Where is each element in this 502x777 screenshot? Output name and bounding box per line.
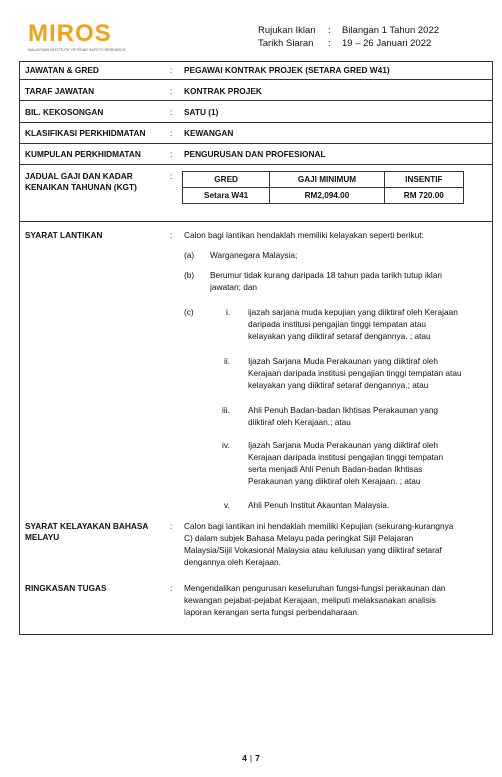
date-colon: : xyxy=(328,38,331,49)
ref-colon: : xyxy=(328,25,331,36)
miros-logo xyxy=(28,22,138,56)
salary-cell-gaji: RM2,094.00 xyxy=(270,188,384,204)
syarat-c-ii-num: ii. xyxy=(224,356,230,366)
tugas-line: kewangan pejabat-pejabat Kerajaan, meliputi melaksanakan analisis xyxy=(184,595,436,605)
page-total: 7 xyxy=(255,753,260,763)
colon: : xyxy=(170,128,173,138)
jawatan-value: PEGAWAI KONTRAK PROJEK (SETARA GRED W41) xyxy=(184,65,390,75)
jadual-label-line2: KENAIKAN TAHUNAN (KGT) xyxy=(25,182,137,192)
syarat-b-line1: Berumur tidak kurang daripada 18 tahun pada tarikh tutup iklan xyxy=(210,270,443,280)
syarat-c-iv-line: Perakaunan yang diiktiraf oleh Kerajaan. ; atau xyxy=(248,476,421,486)
colon: : xyxy=(170,65,173,75)
bahasa-line: Calon bagi lantikan ini hendaklah memiliki Kepujian (sekurang-kurangnya xyxy=(184,521,454,531)
jadual-label-line1: JADUAL GAJI DAN KADAR xyxy=(25,171,133,181)
syarat-c-iv-num: iv. xyxy=(222,440,230,450)
logo-word: MIROS xyxy=(28,20,112,47)
divider-line xyxy=(19,122,493,123)
syarat-c-iv-line: Kerajaan daripada institusi pengajian tinggi tempatan xyxy=(248,452,444,462)
colon: : xyxy=(170,171,173,181)
syarat-c-v-num: v. xyxy=(224,500,230,510)
syarat-a-marker: (a) xyxy=(184,250,195,260)
jawatan-label: JAWATAN & GRED xyxy=(25,65,99,75)
divider-line xyxy=(19,100,493,101)
page-number xyxy=(0,753,502,763)
divider-line xyxy=(19,79,493,80)
divider-line xyxy=(19,164,493,165)
colon: : xyxy=(170,583,173,593)
page-current: 4 xyxy=(242,753,247,763)
ref-label: Rujukan Iklan xyxy=(258,25,316,36)
syarat-c-marker: (c) xyxy=(184,307,194,317)
tugas-label: RINGKASAN TUGAS xyxy=(25,583,107,593)
syarat-b-line2: jawatan; dan xyxy=(210,282,258,292)
salary-header-gred: GRED xyxy=(183,172,270,188)
syarat-c-i-num: i. xyxy=(226,307,231,317)
klasifikasi-label: KLASIFIKASI PERKHIDMATAN xyxy=(25,128,146,138)
tugas-line: Mengendalikan pengurusan keseluruhan fungsi-fungsi perakaunan dan xyxy=(184,583,446,593)
syarat-c-iv-line: serta menjadi Ahli Penuh Badan-badan Ikhtisas xyxy=(248,464,423,474)
syarat-c-iii-line: diiktiraf oleh Kerajaan.; atau xyxy=(248,417,351,427)
bahasa-line: dengannya oleh Kerajaan. xyxy=(184,557,281,567)
colon: : xyxy=(170,230,173,240)
syarat-c-iii-num: iii. xyxy=(222,405,230,415)
colon: : xyxy=(170,107,173,117)
syarat-c-ii-line: Ijazah Sarjana Muda Perakaunan yang diiktiraf oleh xyxy=(248,356,439,366)
syarat-label: SYARAT LANTIKAN xyxy=(25,230,103,240)
salary-table-row xyxy=(183,188,464,204)
colon: : xyxy=(170,86,173,96)
syarat-intro: Calon bagi lantikan hendaklah memiliki kelayakan seperti berikut: xyxy=(184,230,424,240)
syarat-c-ii-line: Kerajaan daripada institusi pengajian tinggi tempatan atau xyxy=(248,368,462,378)
bahasa-label-line2: MELAYU xyxy=(25,532,60,542)
date-value: 19 – 26 Januari 2022 xyxy=(342,38,432,49)
syarat-c-iv-line: Ijazah Sarjana Muda Perakaunan yang diiktiraf oleh xyxy=(248,440,439,450)
bahasa-label-line1: SYARAT KELAYAKAN BAHASA xyxy=(25,521,149,531)
syarat-c-i-line: daripada institusi pengajian tinggi tempatan atau xyxy=(248,319,427,329)
salary-table-header-row xyxy=(183,172,464,188)
divider-line xyxy=(19,143,493,144)
syarat-a-text: Warganegara Malaysia; xyxy=(210,250,298,260)
colon: : xyxy=(170,521,173,531)
salary-header-insentif: INSENTIF xyxy=(384,172,463,188)
logo-subtitle: MALAYSIAN INSTITUTE OF ROAD SAFETY RESEARCH xyxy=(28,48,126,52)
date-label: Tarikh Siaran xyxy=(258,38,314,49)
syarat-c-i-line: kelayakan yang diiktiraf setaraf dengannya. ; atau xyxy=(248,331,431,341)
ref-value: Bilangan 1 Tahun 2022 xyxy=(342,25,440,36)
tugas-line: laporan kerangan serta fungsi perbendaharaan. xyxy=(184,607,360,617)
bahasa-line: C) dalam subjek Bahasa Melayu pada peringkat Sijil Pelajaran xyxy=(184,533,414,543)
syarat-b-marker: (b) xyxy=(184,270,195,280)
page-separator: | xyxy=(249,753,253,763)
salary-cell-insentif: RM 720.00 xyxy=(384,188,463,204)
kumpulan-value: PENGURUSAN DAN PROFESIONAL xyxy=(184,149,326,159)
divider-line xyxy=(19,221,493,222)
kekosongan-label: BIL. KEKOSONGAN xyxy=(25,107,104,117)
salary-table xyxy=(182,171,464,204)
syarat-c-iii-line: Ahli Penuh Badan-badan Ikhtisas Perakaunan yang xyxy=(248,405,439,415)
colon: : xyxy=(170,149,173,159)
kumpulan-label: KUMPULAN PERKHIDMATAN xyxy=(25,149,141,159)
salary-cell-gred: Setara W41 xyxy=(183,188,270,204)
klasifikasi-value: KEWANGAN xyxy=(184,128,234,138)
syarat-c-ii-line: kelayakan yang diiktiraf setaraf dengannya.; atau xyxy=(248,380,429,390)
syarat-c-i-line: ijazah sarjana muda kepujian yang diiktiraf oleh Kerajaan xyxy=(248,307,458,317)
bahasa-line: Malaysia/Sijil Vokasional Malaysia atau kelulusan yang diiktiraf setaraf xyxy=(184,545,442,555)
syarat-c-v-line: Ahli Penuh Institut Akauntan Malaysia. xyxy=(248,500,390,510)
taraf-value: KONTRAK PROJEK xyxy=(184,86,262,96)
kekosongan-value: SATU (1) xyxy=(184,107,219,117)
salary-header-gaji: GAJI MINIMUM xyxy=(270,172,384,188)
taraf-label: TARAF JAWATAN xyxy=(25,86,95,96)
ad-reference-header xyxy=(258,24,439,50)
